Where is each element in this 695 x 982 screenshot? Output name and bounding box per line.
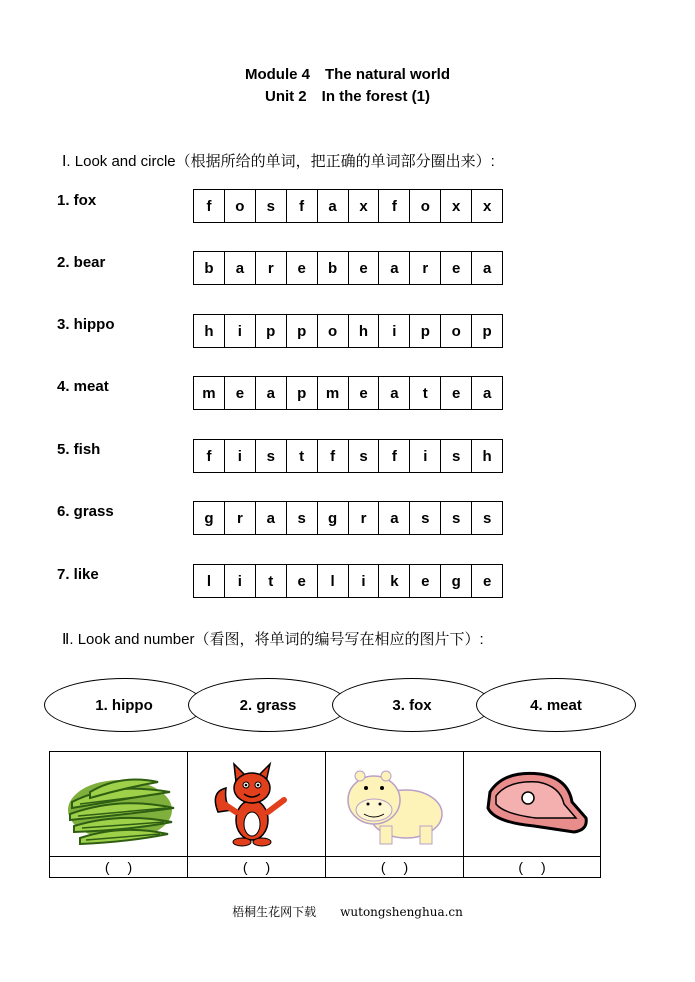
section1-title: Ⅰ. Look and circle（根据所给的单词，把正确的单词部分圈出来）:: [62, 153, 495, 170]
letter-cell[interactable]: m: [194, 377, 225, 409]
letter-cell[interactable]: e: [287, 565, 318, 597]
letter-cell[interactable]: g: [441, 565, 472, 597]
answer-blank-1[interactable]: ( ): [50, 856, 187, 877]
letter-cell[interactable]: x: [482, 197, 492, 215]
letter-cell[interactable]: p: [482, 322, 492, 340]
letter-cell[interactable]: h: [194, 315, 225, 347]
question-label: 3. hippo: [57, 316, 115, 333]
picture-table: [49, 751, 601, 878]
letter-cell[interactable]: s: [349, 440, 380, 472]
letter-cell[interactable]: f: [379, 440, 410, 472]
letter-cell[interactable]: i: [225, 565, 256, 597]
word-option-grass: 2. grass: [188, 678, 348, 732]
letter-cell[interactable]: a: [379, 252, 410, 284]
letter-cell[interactable]: i: [225, 315, 256, 347]
question-label: 6. grass: [57, 503, 114, 520]
letter-cell[interactable]: a: [256, 377, 287, 409]
grass-icon: [50, 752, 187, 856]
answer-blank-2[interactable]: ( ): [188, 856, 325, 877]
letter-cell[interactable]: i: [225, 440, 256, 472]
word-option-hippo: 1. hippo: [44, 678, 204, 732]
letter-cell[interactable]: f: [194, 190, 225, 222]
letter-cell[interactable]: s: [410, 502, 441, 534]
letter-cell[interactable]: o: [318, 315, 349, 347]
letter-cell[interactable]: m: [318, 377, 349, 409]
letter-cell[interactable]: t: [256, 565, 287, 597]
letter-cell[interactable]: l: [194, 565, 225, 597]
question-label: 1. fox: [57, 192, 97, 209]
letter-grid: [193, 439, 503, 473]
letter-cell[interactable]: f: [318, 440, 349, 472]
letter-cell[interactable]: i: [349, 565, 380, 597]
letter-cell[interactable]: a: [379, 502, 410, 534]
letter-grid: [193, 251, 503, 285]
letter-cell[interactable]: e: [441, 252, 472, 284]
letter-cell[interactable]: g: [194, 502, 225, 534]
module-title: Module 4 The natural world: [244, 66, 450, 83]
letter-cell[interactable]: o: [225, 190, 256, 222]
fox-icon: [188, 752, 325, 856]
letter-cell[interactable]: i: [410, 440, 441, 472]
letter-cell[interactable]: r: [225, 502, 256, 534]
question-label: 7. like: [57, 566, 99, 583]
letter-cell[interactable]: a: [379, 377, 410, 409]
letter-cell[interactable]: s: [482, 509, 492, 527]
letter-cell[interactable]: r: [349, 502, 380, 534]
picture-cell-hippo: [326, 752, 464, 877]
question-label: 2. bear: [57, 254, 106, 271]
letter-cell[interactable]: s: [441, 440, 472, 472]
letter-cell[interactable]: f: [194, 440, 225, 472]
section2-title: Ⅱ. Look and number（看图，将单词的编号写在相应的图片下）:: [62, 631, 484, 648]
letter-cell[interactable]: a: [256, 502, 287, 534]
letter-cell[interactable]: e: [349, 252, 380, 284]
letter-cell[interactable]: k: [379, 565, 410, 597]
letter-cell[interactable]: r: [256, 252, 287, 284]
letter-cell[interactable]: o: [410, 190, 441, 222]
letter-cell[interactable]: e: [410, 565, 441, 597]
letter-cell[interactable]: p: [287, 315, 318, 347]
letter-cell[interactable]: h: [349, 315, 380, 347]
meat-icon: [464, 752, 600, 856]
letter-cell[interactable]: x: [441, 190, 472, 222]
letter-cell[interactable]: a: [482, 259, 492, 277]
letter-cell[interactable]: s: [256, 440, 287, 472]
letter-cell[interactable]: s: [441, 502, 472, 534]
word-option-fox: 3. fox: [332, 678, 492, 732]
letter-cell[interactable]: x: [349, 190, 380, 222]
letter-grid: [193, 501, 503, 535]
letter-cell[interactable]: a: [225, 252, 256, 284]
answer-blank-3[interactable]: ( ): [326, 856, 463, 877]
letter-cell[interactable]: f: [379, 190, 410, 222]
picture-cell-grass: [50, 752, 188, 877]
letter-cell[interactable]: t: [410, 377, 441, 409]
letter-cell[interactable]: g: [318, 502, 349, 534]
letter-grid: [193, 376, 503, 410]
letter-cell[interactable]: e: [287, 252, 318, 284]
letter-cell[interactable]: s: [256, 190, 287, 222]
question-label: 5. fish: [57, 441, 101, 458]
letter-grid: [193, 314, 503, 348]
letter-cell[interactable]: p: [287, 377, 318, 409]
letter-cell[interactable]: r: [410, 252, 441, 284]
letter-cell[interactable]: p: [410, 315, 441, 347]
letter-cell[interactable]: a: [318, 190, 349, 222]
letter-cell[interactable]: s: [287, 502, 318, 534]
hippo-icon: [326, 752, 463, 856]
letter-grid: [193, 564, 503, 598]
word-option-meat: 4. meat: [476, 678, 636, 732]
letter-cell[interactable]: a: [482, 384, 492, 402]
letter-cell[interactable]: l: [318, 565, 349, 597]
letter-cell[interactable]: e: [349, 377, 380, 409]
letter-cell[interactable]: h: [482, 447, 492, 465]
letter-grid: [193, 189, 503, 223]
letter-cell[interactable]: e: [225, 377, 256, 409]
picture-cell-meat: [464, 752, 600, 877]
letter-cell[interactable]: f: [287, 190, 318, 222]
letter-cell[interactable]: i: [379, 315, 410, 347]
letter-cell[interactable]: e: [441, 377, 472, 409]
answer-blank-4[interactable]: ( ): [464, 856, 600, 877]
letter-cell[interactable]: o: [441, 315, 472, 347]
question-label: 4. meat: [57, 378, 109, 395]
letter-cell[interactable]: t: [287, 440, 318, 472]
letter-cell[interactable]: e: [482, 572, 492, 590]
letter-cell[interactable]: b: [194, 252, 225, 284]
letter-cell[interactable]: p: [256, 315, 287, 347]
picture-cell-fox: [188, 752, 326, 877]
footer-text: 梧桐生花网下载 wutongshenghua.cn: [232, 905, 463, 919]
unit-title: Unit 2 In the forest (1): [264, 88, 430, 105]
letter-cell[interactable]: b: [318, 252, 349, 284]
